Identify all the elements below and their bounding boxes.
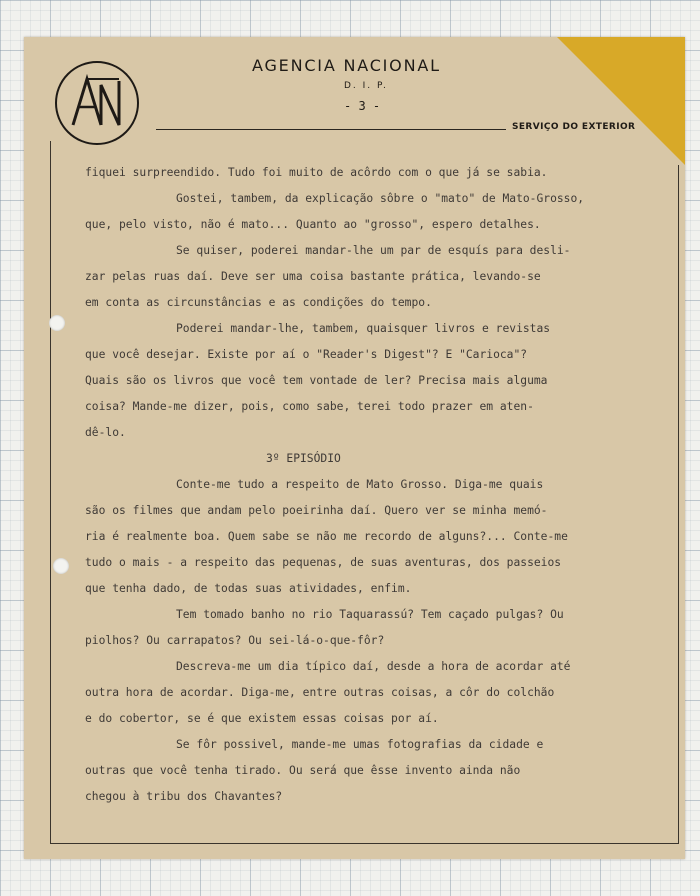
text-line: piolhos? Ou carrapatos? Ou sei-lá-o-que-fôr? <box>85 634 385 647</box>
text-line: que tenha dado, de todas suas atividades, enfim. <box>85 582 412 595</box>
text-line: Se fôr possivel, mande-me umas fotografias da cidade e <box>176 738 544 751</box>
page-border-right <box>678 165 679 843</box>
text-line: em conta as circunstâncias e as condições do tempo. <box>85 296 432 309</box>
text-line: ria é realmente boa. Quem sabe se não me recordo de alguns?... Conte-me <box>85 530 568 543</box>
an-monogram-icon <box>57 63 137 143</box>
text-line: outras que você tenha tirado. Ou será que êsse invento ainda não <box>85 764 521 777</box>
header-rule <box>156 129 506 130</box>
punch-hole <box>53 558 69 574</box>
text-line: Descreva-me um dia típico daí, desde a hora de acordar até <box>176 660 571 673</box>
text-line: Conte-me tudo a respeito de Mato Grosso. Diga-me quais <box>176 478 544 491</box>
text-line: que, pelo visto, não é mato... Quanto ao "grosso", espero detalhes. <box>85 218 541 231</box>
episode-heading: 3º EPISÓDIO <box>266 452 341 465</box>
service-label: SERVIÇO DO EXTERIOR <box>512 122 636 132</box>
text-line: Quais são os livros que você tem vontade de ler? Precisa mais alguma <box>85 374 548 387</box>
text-line: fiquei surpreendido. Tudo foi muito de acôrdo com o que já se sabia. <box>85 166 548 179</box>
text-line: que você desejar. Existe por aí o "Reader's Digest"? E "Carioca"? <box>85 348 528 361</box>
text-line: outra hora de acordar. Diga-me, entre outras coisas, a côr do colchão <box>85 686 555 699</box>
text-line: coisa? Mande-me dizer, pois, como sabe, terei todo prazer em aten- <box>85 400 534 413</box>
text-line: chegou à tribu dos Chavantes? <box>85 790 283 803</box>
text-line: Tem tomado banho no rio Taquarassú? Tem caçado pulgas? Ou <box>176 608 564 621</box>
text-line: e do cobertor, se é que existem essas coisas por aí. <box>85 712 439 725</box>
text-line: são os filmes que andam pelo poeirinha daí. Quero ver se minha memó- <box>85 504 548 517</box>
text-line: Se quiser, poderei mandar-lhe um par de esquís para desli- <box>176 244 571 257</box>
agency-title: AGENCIA NACIONAL <box>252 56 441 75</box>
text-line: tudo o mais - a respeito das pequenas, de suas aventuras, dos passeios <box>85 556 562 569</box>
text-line: dê-lo. <box>85 426 126 439</box>
punch-hole <box>49 315 65 331</box>
agency-logo <box>55 61 139 145</box>
text-line: zar pelas ruas daí. Deve ser uma coisa bastante prática, levando-se <box>85 270 541 283</box>
letter-body <box>85 160 665 810</box>
text-line: Poderei mandar-lhe, tambem, quaisquer livros e revistas <box>176 322 551 335</box>
letter-page <box>24 37 685 859</box>
agency-subtitle: D. I. P. <box>344 81 388 91</box>
page-number: - 3 - <box>344 99 381 113</box>
text-line: Gostei, tambem, da explicação sôbre o "mato" de Mato-Grosso, <box>176 192 585 205</box>
